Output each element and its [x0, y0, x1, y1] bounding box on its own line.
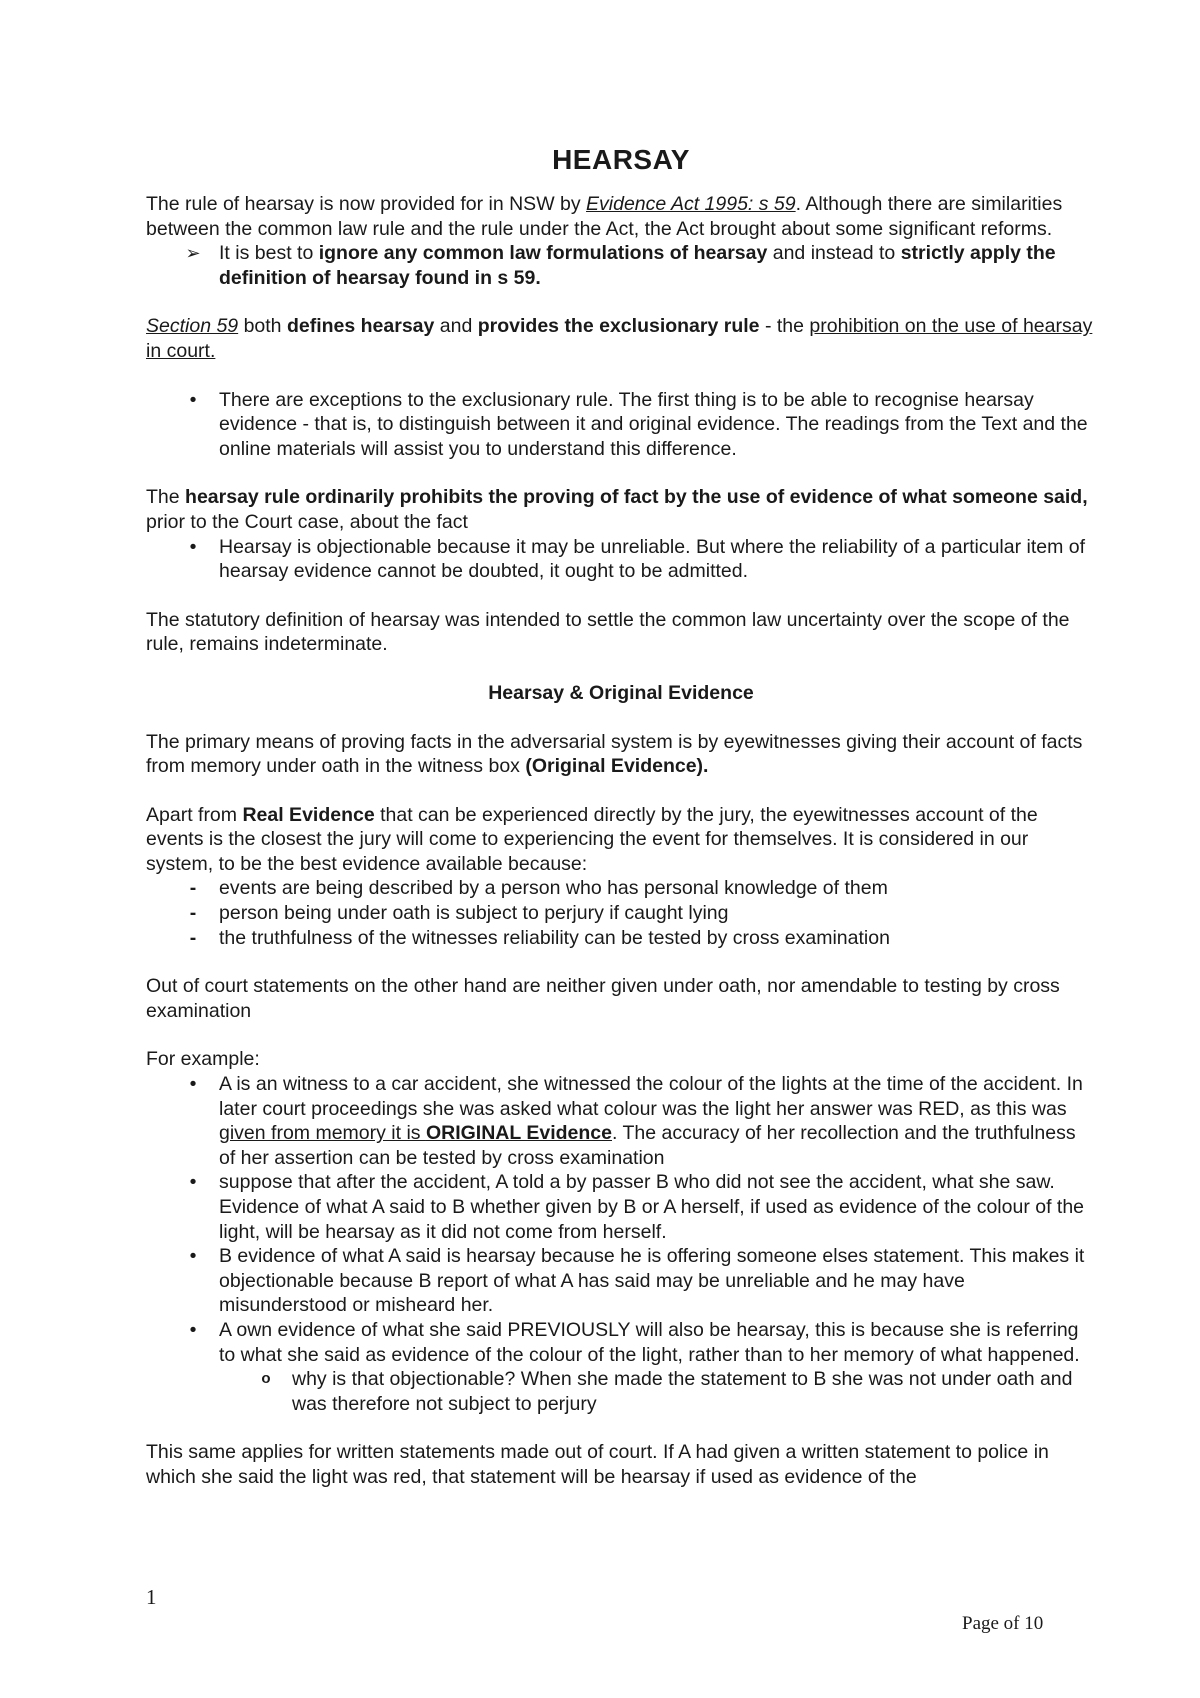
s59-underlined: prohibition on the use of hearsay in court.	[146, 315, 1093, 362]
spacer	[146, 657, 1096, 681]
spacer	[146, 1416, 1096, 1440]
primary-means-text: The primary means of proving facts in the adversarial system is by eyewitnesses giving their account of facts from memory under oath in the witness box	[146, 730, 1083, 778]
example-text: A is an witness to a car accident, she witnessed the colour of the lights at the time of the accident. In later court proceedings she was asked what colour was the light her answer was RED, as this was	[219, 1073, 1083, 1120]
examples-list	[146, 1072, 1096, 1367]
act-reference: Evidence Act 1995: s 59	[586, 193, 796, 215]
example-text: B evidence of what A said is hearsay because he is offering someone elses statement. This makes it objectionable because B report of what A has said may be unreliable and he may have misunderstood or misheard her.	[219, 1245, 1085, 1317]
example-underlined: given from memory it is	[219, 1122, 426, 1145]
reason-text: person being under oath is subject to perjury if caught lying	[219, 902, 729, 925]
document-title: HEARSAY	[552, 144, 690, 175]
example-text: A own evidence of what she said PREVIOUSLY will also be hearsay, this is because she is referring to what she said as evidence of the colour of the light, rather than to her memory of what happened.	[219, 1318, 1080, 1366]
list-item	[146, 926, 1096, 951]
example-text-cont: . The accuracy of her recollection and the truthfulness of her assertion can be tested by cross examination	[219, 1122, 1076, 1169]
reason-text: the truthfulness of the witnesses reliability can be tested by cross examination	[219, 926, 890, 949]
arrow-item-bold-2: strictly apply the definition of hearsay found in s 59.	[219, 242, 1056, 289]
real-evidence-paragraph	[146, 803, 1096, 877]
spacer	[146, 779, 1096, 803]
example-text: suppose that after the accident, A told a by passer B who did not see the accident, what she saw. Evidence of what A said to B whether given by B or A herself, if used as evidence of the colour of the light, will be hearsay as it did not come from herself.	[219, 1171, 1085, 1243]
primary-means-paragraph	[146, 730, 1096, 779]
list-item	[146, 1170, 1096, 1244]
bullet-icon: •	[189, 1073, 197, 1096]
real-evidence-text-2: that can be experienced directly by the jury, the eyewitnesses account of the events is the closest the jury will come to experiencing the event for themselves. It is considered in our system, to be the best evidence available because:	[146, 803, 1038, 875]
sub-item-text: why is that objectionable? When she made the statement to B she was not under oath and was therefore not subject to perjury	[292, 1368, 1073, 1415]
bullet-icon: •	[189, 388, 197, 411]
spacer	[146, 584, 1096, 608]
statutory-paragraph: The statutory definition of hearsay was intended to settle the common law uncertainty over the scope of the rule, remains indeterminate.	[146, 608, 1070, 656]
rule-text-2: prior to the Court case, about the fact	[146, 510, 468, 533]
list-item	[146, 535, 1096, 584]
sub-list	[146, 1367, 1096, 1416]
arrow-list-item	[146, 241, 1096, 290]
rule-text-1: The	[146, 486, 186, 509]
exceptions-text: There are exceptions to the exclusionary rule. The first thing is to be able to recognise hearsay evidence - that is, to distinguish between it and original evidence. The readings from the Text and the online materials will assist you to understand this difference.	[219, 388, 1088, 460]
spacer	[146, 706, 1096, 730]
dash-bullet-icon: -	[189, 902, 197, 925]
list-item	[146, 1244, 1096, 1318]
s59-bold-2: provides the exclusionary rule	[477, 315, 760, 338]
real-evidence-bold: Real Evidence	[242, 803, 375, 826]
section-59-paragraph	[146, 314, 1096, 363]
arrow-item-bold-1: ignore any common law formulations of hearsay	[318, 242, 768, 265]
section-reference: Section 59	[146, 315, 239, 338]
dash-bullet-icon: -	[189, 877, 197, 900]
real-evidence-text-1: Apart from	[146, 803, 243, 826]
intro-paragraph	[146, 192, 1096, 241]
spacer	[146, 461, 1096, 485]
reason-text: events are being described by a person who has personal knowledge of them	[219, 877, 888, 900]
document-body	[146, 142, 1096, 1490]
dash-bullet-icon: -	[189, 926, 197, 949]
exceptions-list	[146, 388, 1096, 462]
s59-text-1: both	[238, 315, 287, 338]
spacer	[146, 1023, 1096, 1047]
arrow-bullet-icon: ➢	[185, 243, 201, 264]
list-item	[146, 876, 1096, 901]
s59-bold-1: defines hearsay	[286, 315, 435, 338]
intro-text-cont: . Although there are similarities between the common law rule and the rule under the Act, the Act brought about some significant reforms.	[146, 193, 1063, 240]
sub-list-item	[146, 1367, 1096, 1416]
footer-page-label: Page of 10	[962, 1613, 1044, 1634]
list-item	[146, 901, 1096, 926]
spacer	[146, 290, 1096, 314]
list-item	[146, 1072, 1096, 1170]
original-evidence-bold: (Original Evidence).	[525, 755, 709, 778]
spacer	[146, 950, 1096, 974]
bullet-icon: •	[189, 1318, 197, 1341]
spacer	[146, 364, 1096, 388]
circle-bullet-icon: o	[261, 1370, 271, 1388]
arrow-item-text-2: and instead to	[767, 242, 901, 265]
s59-text-3: - the	[759, 315, 810, 338]
out-of-court-paragraph: Out of court statements on the other hand are neither given under oath, nor amendable to testing by cross examination	[146, 975, 1060, 1022]
written-statements-paragraph: This same applies for written statements made out of court. If A had given a written statement to police in which she said the light was red, that statement will be hearsay if used as evidence of the	[146, 1441, 1049, 1488]
section-heading: Hearsay & Original Evidence	[488, 681, 754, 704]
footer-page-number: 1	[146, 1585, 157, 1609]
for-example-label: For example:	[146, 1048, 260, 1071]
s59-text-2: and	[434, 315, 478, 338]
bullet-icon: •	[189, 535, 197, 558]
list-item	[146, 1318, 1096, 1367]
list-item	[146, 388, 1096, 462]
hearsay-rule-paragraph	[146, 485, 1096, 534]
objectionable-list	[146, 535, 1096, 584]
example-bold-underlined: ORIGINAL Evidence	[425, 1122, 612, 1145]
arrow-list	[146, 241, 1096, 290]
objectionable-text: Hearsay is objectionable because it may be unreliable. But where the reliability of a particular item of hearsay evidence cannot be doubted, it ought to be admitted.	[219, 535, 1086, 583]
bullet-icon: •	[189, 1245, 197, 1268]
rule-bold: hearsay rule ordinarily prohibits the proving of fact by the use of evidence of what someone said,	[185, 486, 1088, 509]
intro-text: The rule of hearsay is now provided for in NSW by	[146, 193, 587, 215]
bullet-icon: •	[189, 1171, 197, 1194]
reasons-list	[146, 876, 1096, 950]
arrow-item-text: It is best to	[219, 242, 319, 265]
